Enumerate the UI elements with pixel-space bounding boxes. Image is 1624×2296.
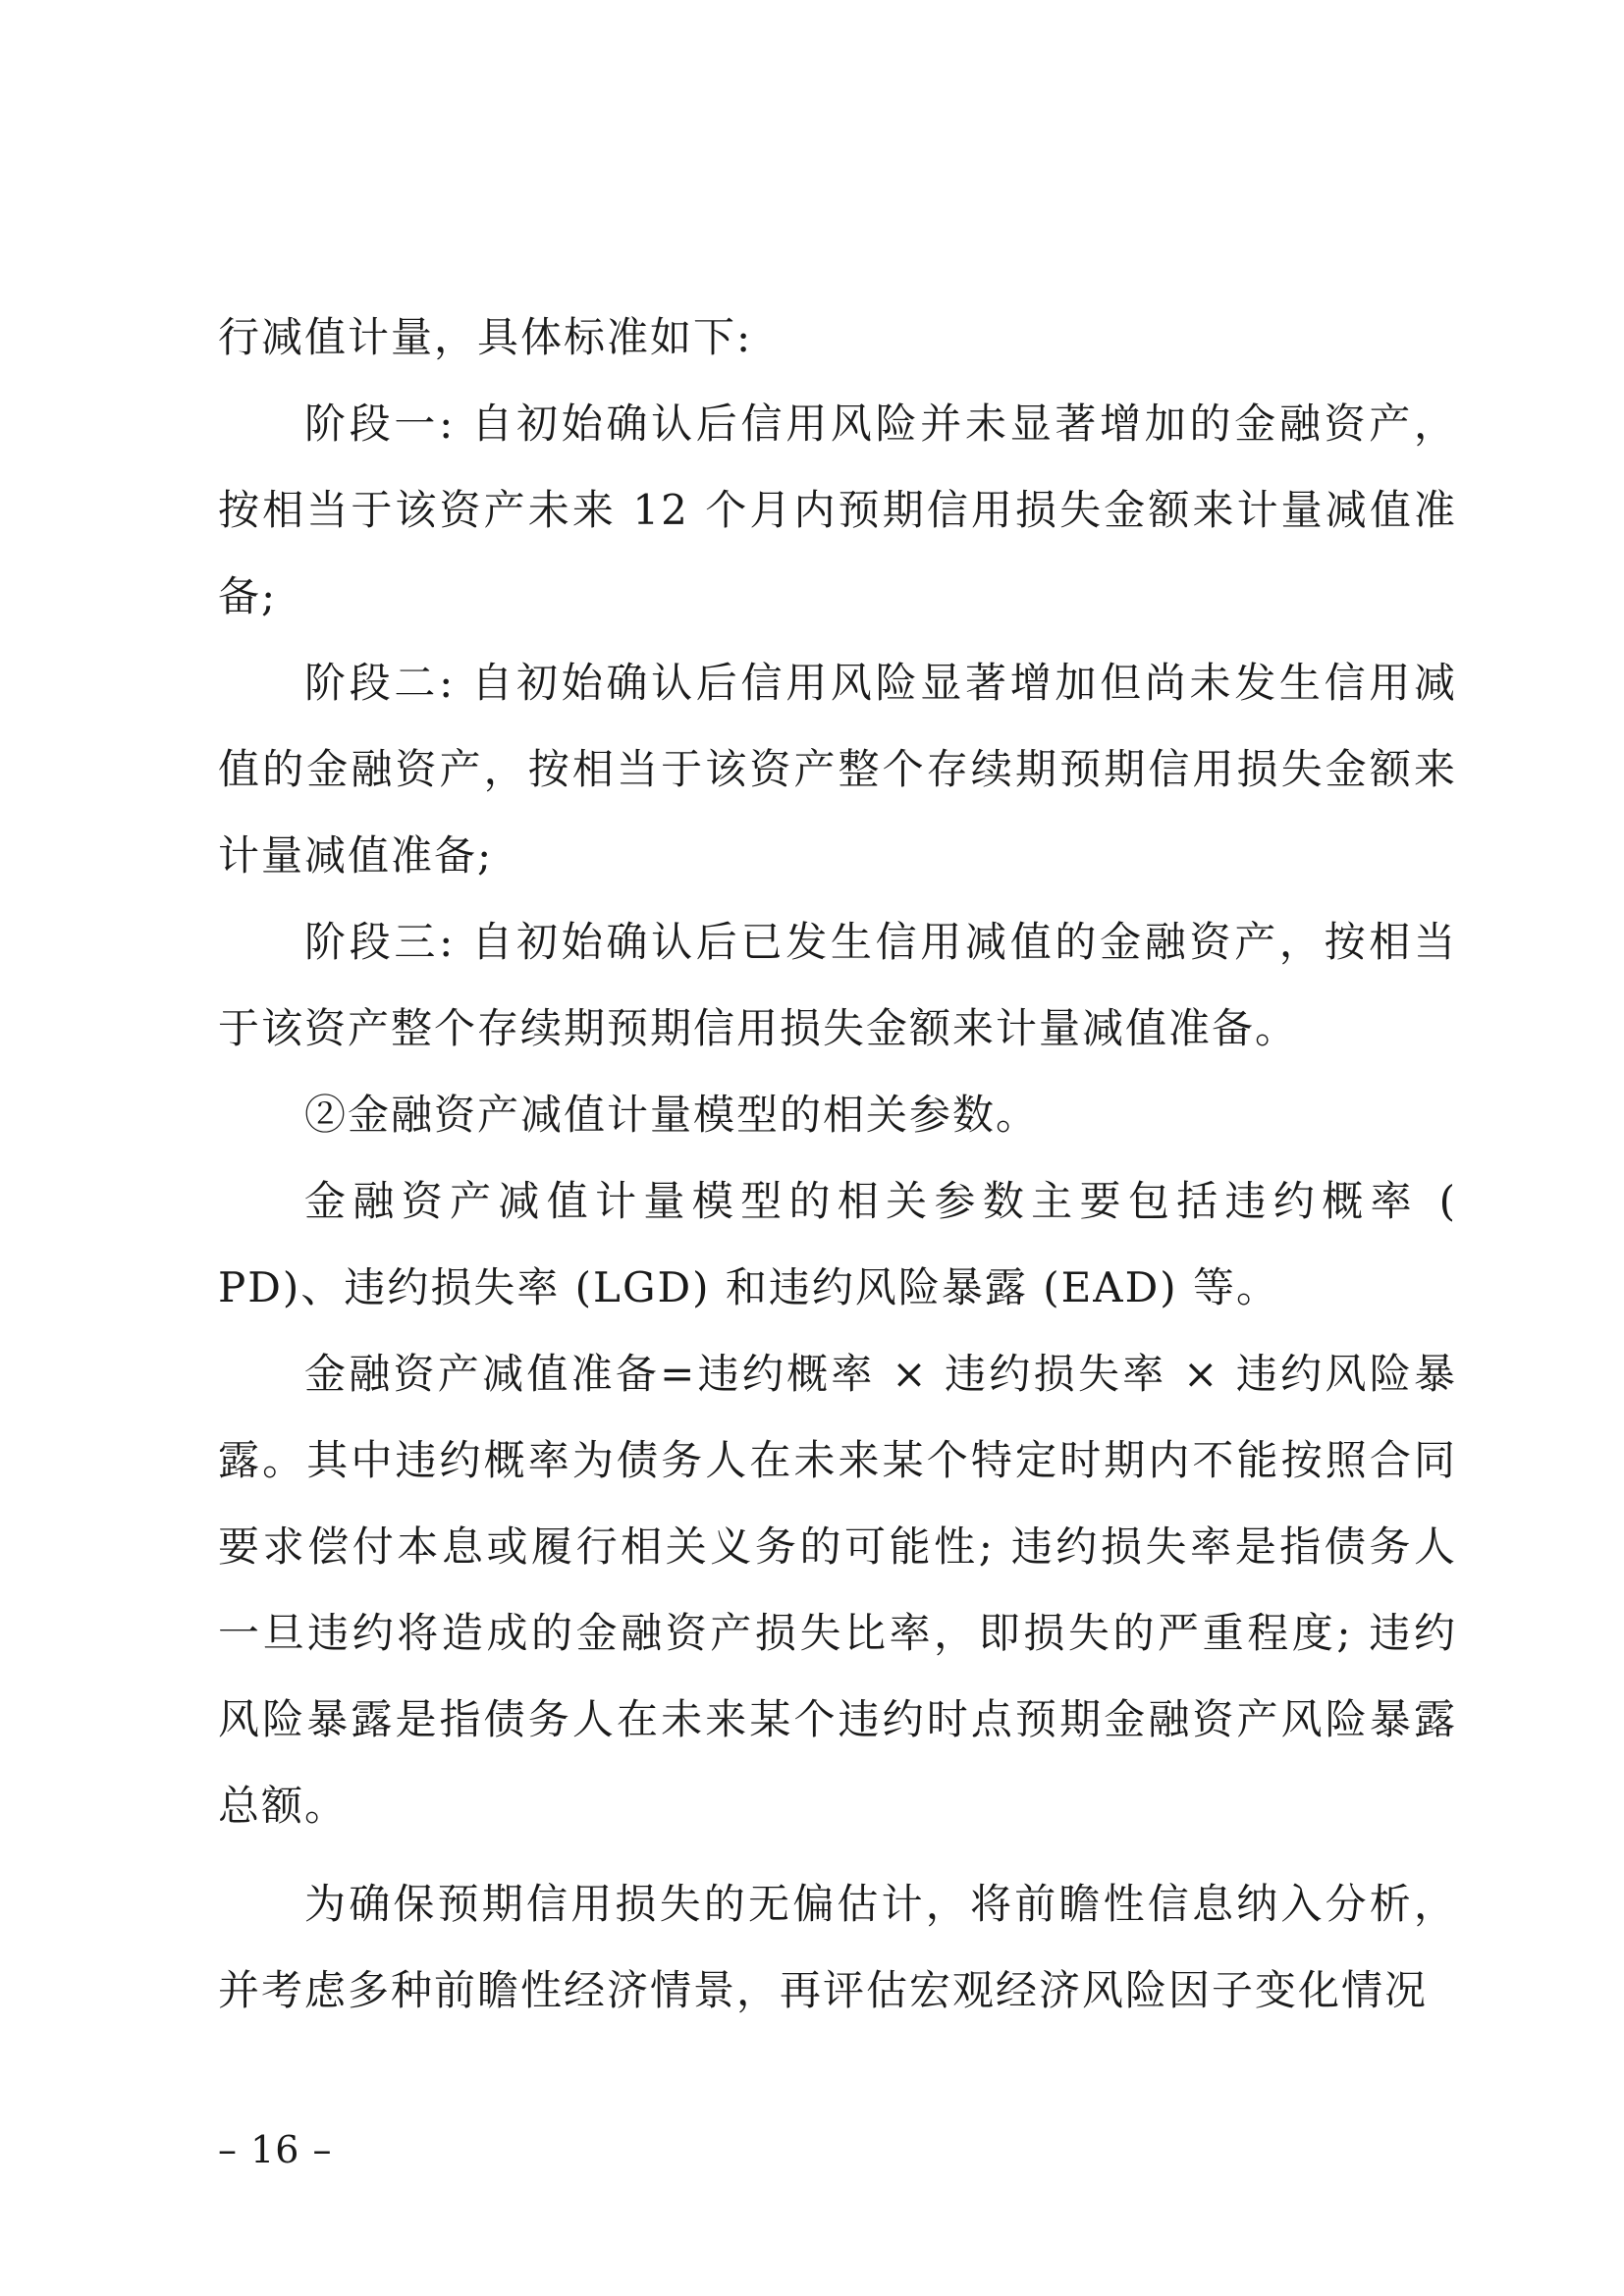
paragraph-stage-one: 阶段一: 自初始确认后信用风险并未显著增加的金融资产，按相当于该资产未来 12 个月内预期信用损失金额来计量减值准备;	[218, 400, 1457, 620]
paragraph-model-parameters: 金融资产减值计量模型的相关参数主要包括违约概率 ( PD)、违约损失率 (LGD) 和违约风险暴露 (EAD) 等。	[218, 1177, 1457, 1311]
paragraph-continuation: 行减值计量，具体标准如下:	[218, 313, 753, 361]
paragraph-model-parameters-heading: ②金融资产减值计量模型的相关参数。	[304, 1091, 1040, 1139]
paragraph-impairment-formula: 金融资产减值准备=违约概率 × 违约损失率 × 违约风险暴露。其中违约概率为债务人在未来某个特定时期内不能按照合同要求偿付本息或履行相关义务的可能性; 违约损失率是指债务人一旦违约将造成的金融资产损失比率，即损失的严重程度; 违约风险暴露是指债务人在未来某个违约时点预期金融资产风险暴露总额。	[218, 1350, 1457, 1830]
paragraph-forward-looking: 为确保预期信用损失的无偏估计，将前瞻性信息纳入分析，并考虑多种前瞻性经济情景，再评估宏观经济风险因子变化情况	[218, 1880, 1457, 2014]
page-number: – 16 –	[218, 2128, 333, 2171]
paragraph-stage-two: 阶段二: 自初始确认后信用风险显著增加但尚未发生信用减值的金融资产，按相当于该资产整个存续期预期信用损失金额来计量减值准备;	[218, 659, 1457, 880]
paragraph-stage-three: 阶段三: 自初始确认后已发生信用减值的金融资产，按相当于该资产整个存续期预期信用损失金额来计量减值准备。	[218, 918, 1457, 1052]
body-text	[218, 294, 1457, 2034]
